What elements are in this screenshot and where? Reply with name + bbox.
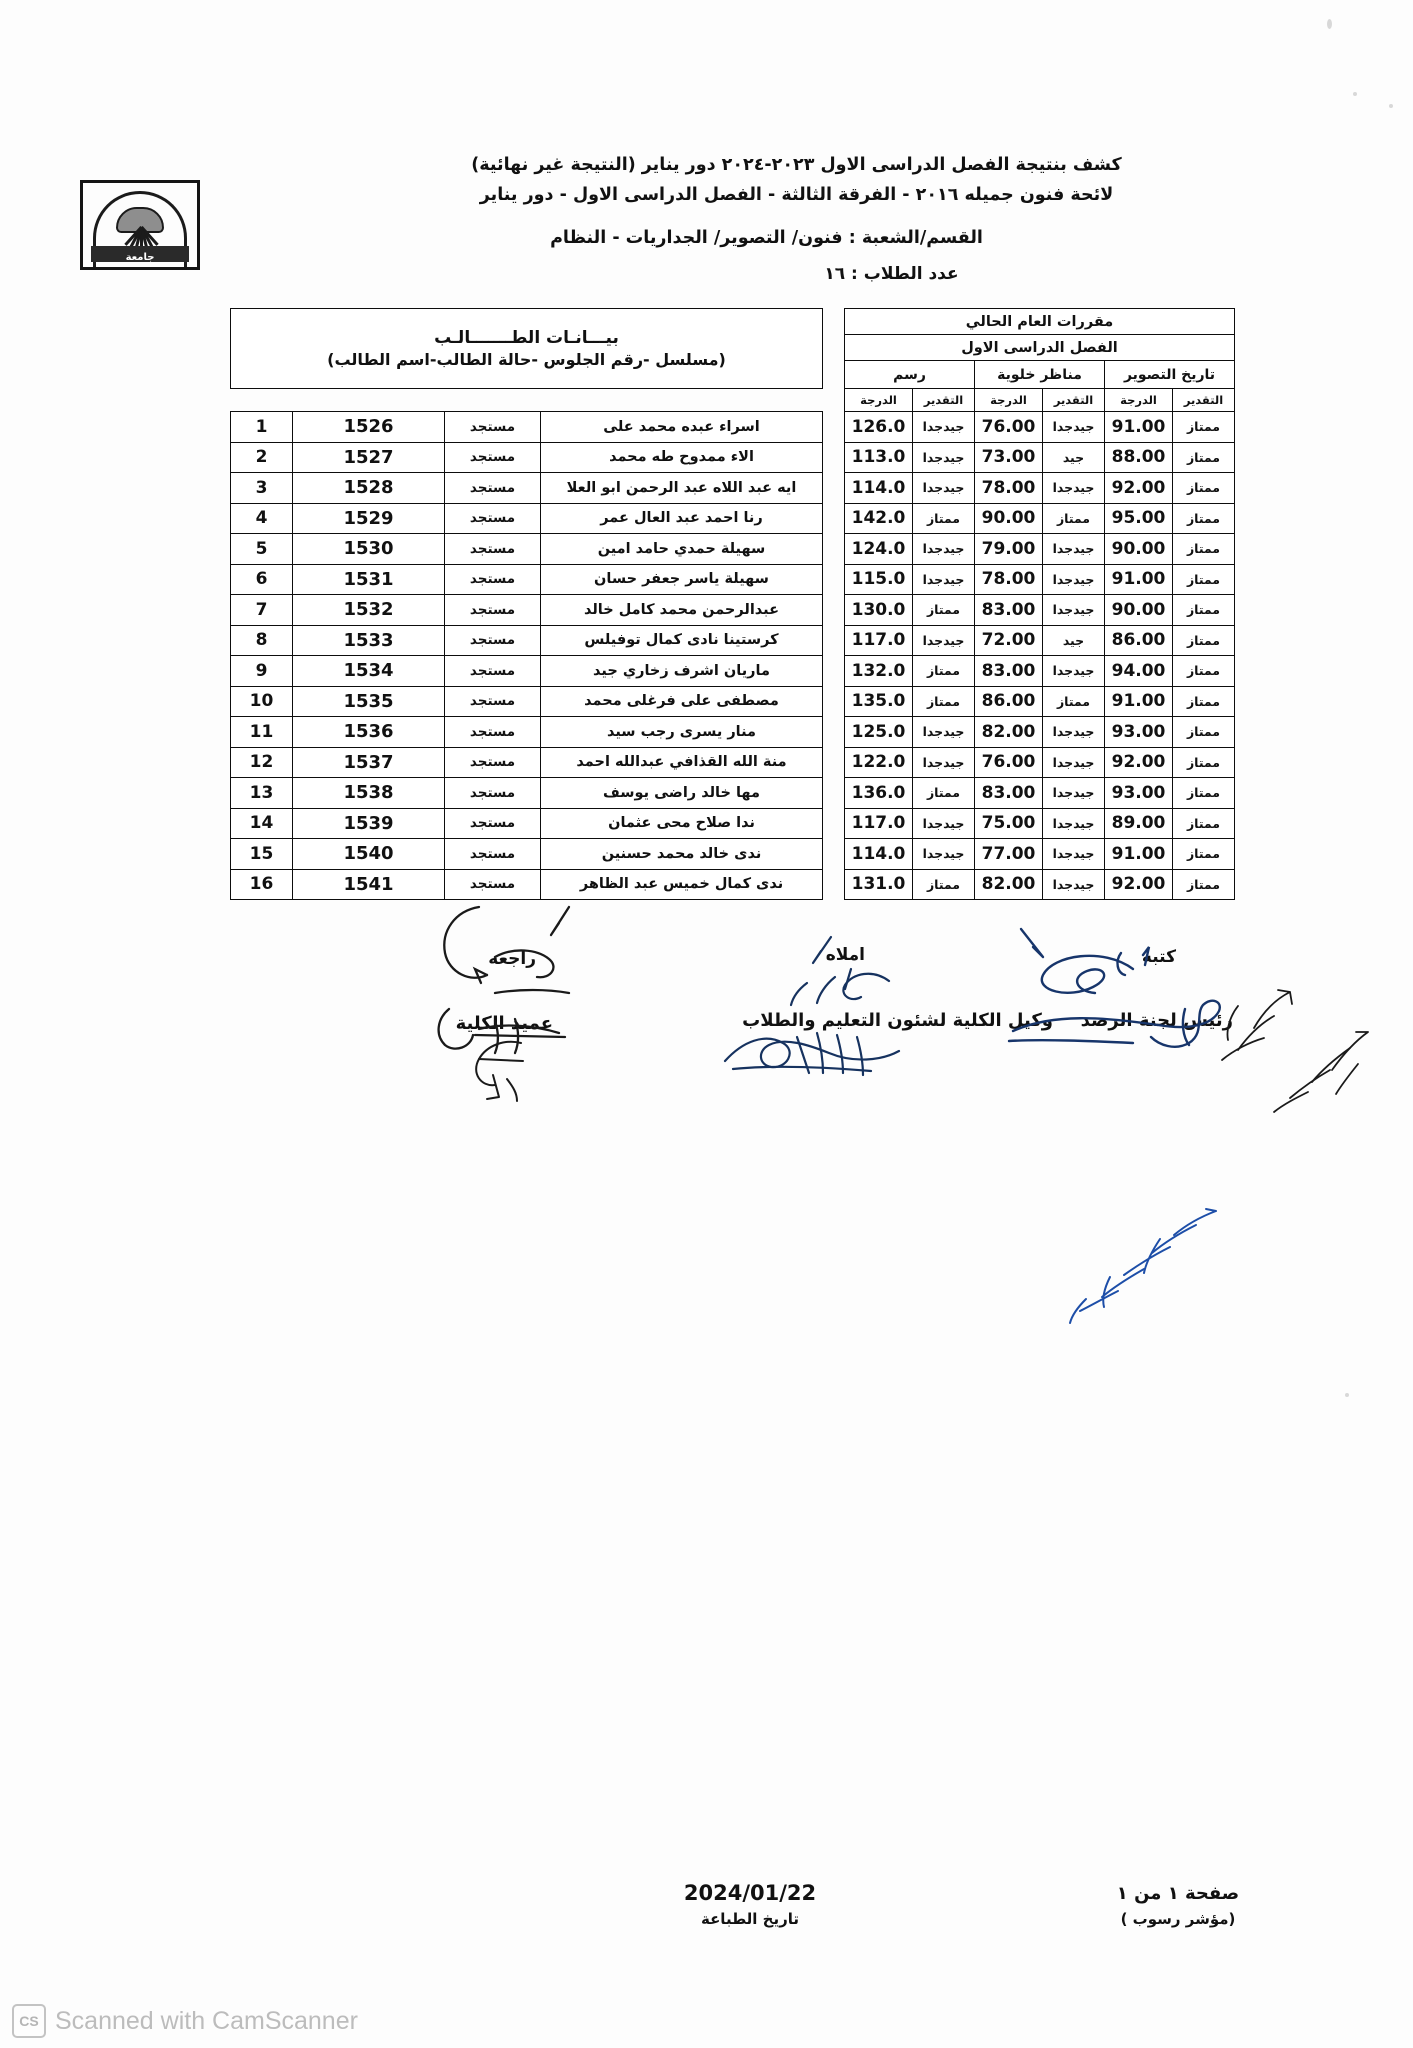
table-row — [231, 473, 1235, 504]
student-course-2-degree: 83.00 — [975, 595, 1043, 626]
table-spacer — [823, 595, 845, 626]
student-sequence: 1 — [231, 412, 293, 443]
student-course-3-grade: ممتاز — [913, 686, 975, 717]
student-course-1-degree: 92.00 — [1105, 869, 1173, 900]
student-course-3-grade: جيدجدا — [913, 839, 975, 870]
student-course-1-degree: 91.00 — [1105, 839, 1173, 870]
student-name: ندا صلاح محى عثمان — [541, 808, 823, 839]
student-course-1-degree: 90.00 — [1105, 595, 1173, 626]
course-3-grade-label: التقدير — [913, 389, 975, 412]
table-row — [231, 808, 1235, 839]
student-seat-number: 1538 — [293, 778, 445, 809]
table-spacer — [823, 473, 845, 504]
student-course-2-degree: 83.00 — [975, 656, 1043, 687]
committee-head-role: رئيس لجنة الرصد — [1080, 1010, 1233, 1031]
student-course-3-degree: 125.0 — [845, 717, 913, 748]
student-seat-number: 1532 — [293, 595, 445, 626]
student-sequence: 4 — [231, 503, 293, 534]
print-date-value: 2024/01/22 — [683, 1881, 817, 1905]
student-course-2-degree: 76.00 — [975, 747, 1043, 778]
student-course-2-grade: جيدجدا — [1043, 564, 1105, 595]
student-sequence: 5 — [231, 534, 293, 565]
student-course-1-grade: ممتاز — [1173, 625, 1235, 656]
student-course-3-grade: جيدجدا — [913, 747, 975, 778]
student-sequence: 14 — [231, 808, 293, 839]
student-course-3-grade: جيدجدا — [913, 564, 975, 595]
student-name: منة الله القذافي عبدالله احمد — [541, 747, 823, 778]
written-by-label: كتبه — [1141, 947, 1176, 967]
student-state: مستجد — [445, 656, 541, 687]
student-sequence: 16 — [231, 869, 293, 900]
student-seat-number: 1530 — [293, 534, 445, 565]
student-course-1-grade: ممتاز — [1173, 473, 1235, 504]
student-course-3-grade: جيدجدا — [913, 625, 975, 656]
handwritten-annotation-lower — [1020, 1195, 1240, 1325]
course-1-degree-label: الدرجة — [1105, 389, 1173, 412]
student-course-2-degree: 78.00 — [975, 473, 1043, 504]
student-name: كرستينا نادى كمال توفيلس — [541, 625, 823, 656]
student-course-3-degree: 126.0 — [845, 412, 913, 443]
table-spacer — [823, 564, 845, 595]
student-state: مستجد — [445, 625, 541, 656]
student-course-2-degree: 72.00 — [975, 625, 1043, 656]
scan-speck — [1327, 19, 1332, 29]
student-course-3-degree: 124.0 — [845, 534, 913, 565]
dictated-by-label: املاه — [825, 945, 865, 965]
logo-text: جامعة — [125, 252, 155, 263]
student-course-3-degree: 135.0 — [845, 686, 913, 717]
student-course-1-degree: 91.00 — [1105, 564, 1173, 595]
student-course-2-grade: جيدجدا — [1043, 412, 1105, 443]
student-course-1-grade: ممتاز — [1173, 778, 1235, 809]
student-course-3-degree: 114.0 — [845, 473, 913, 504]
student-course-1-degree: 93.00 — [1105, 778, 1173, 809]
student-course-2-grade: جيدجدا — [1043, 595, 1105, 626]
reviewed-by-label: راجعه — [488, 949, 536, 969]
page-number-value: صفحة ١ من ١ — [1116, 1883, 1240, 1904]
course-1-grade-label: التقدير — [1173, 389, 1235, 412]
student-course-2-degree: 79.00 — [975, 534, 1043, 565]
student-name: الاء ممدوح طه محمد — [541, 442, 823, 473]
student-sequence: 10 — [231, 686, 293, 717]
student-course-1-grade: ممتاز — [1173, 412, 1235, 443]
camscanner-watermark — [12, 2004, 358, 2038]
student-name: اسراء عبده محمد على — [541, 412, 823, 443]
student-course-2-degree: 73.00 — [975, 442, 1043, 473]
student-sequence: 15 — [231, 839, 293, 870]
student-course-1-grade: ممتاز — [1173, 564, 1235, 595]
student-course-3-degree: 130.0 — [845, 595, 913, 626]
student-course-2-degree: 78.00 — [975, 564, 1043, 595]
table-spacer — [823, 839, 845, 870]
student-course-3-grade: ممتاز — [913, 869, 975, 900]
student-course-2-grade: جيدجدا — [1043, 717, 1105, 748]
student-seat-number: 1533 — [293, 625, 445, 656]
student-state: مستجد — [445, 442, 541, 473]
student-course-2-grade: جيدجدا — [1043, 808, 1105, 839]
student-course-3-grade: جيدجدا — [913, 534, 975, 565]
student-sequence: 12 — [231, 747, 293, 778]
department-line: القسم/الشعبة : فنون/ التصوير/ الجداريات - النظام — [550, 228, 983, 248]
table-spacer — [823, 534, 845, 565]
student-course-2-grade: جيدجدا — [1043, 869, 1105, 900]
student-state: مستجد — [445, 717, 541, 748]
student-course-2-grade: جيدجدا — [1043, 839, 1105, 870]
table-row — [231, 656, 1235, 687]
student-course-2-degree: 75.00 — [975, 808, 1043, 839]
table-spacer — [823, 717, 845, 748]
student-sequence: 6 — [231, 564, 293, 595]
student-seat-number: 1539 — [293, 808, 445, 839]
student-seat-number: 1535 — [293, 686, 445, 717]
student-course-2-grade: جيد — [1043, 442, 1105, 473]
student-course-3-grade: جيدجدا — [913, 442, 975, 473]
student-course-3-degree: 115.0 — [845, 564, 913, 595]
scan-speck — [1389, 104, 1393, 108]
student-course-1-grade: ممتاز — [1173, 595, 1235, 626]
table-spacer — [823, 747, 845, 778]
student-state: مستجد — [445, 534, 541, 565]
student-sequence: 7 — [231, 595, 293, 626]
table-row — [231, 534, 1235, 565]
signature-ink-dean-date — [433, 1035, 553, 1105]
table-spacer — [823, 442, 845, 473]
table-row — [231, 778, 1235, 809]
student-state: مستجد — [445, 595, 541, 626]
student-sequence: 11 — [231, 717, 293, 748]
fail-indicator-note: (مؤشر رسوب ) — [1120, 1910, 1236, 1928]
table-spacer — [823, 686, 845, 717]
student-course-2-degree: 77.00 — [975, 839, 1043, 870]
student-course-1-degree: 88.00 — [1105, 442, 1173, 473]
courses-group-header: مقررات العام الحالي — [845, 309, 1235, 335]
student-course-2-grade: جيدجدا — [1043, 778, 1105, 809]
camscanner-text: Scanned with CamScanner — [55, 2006, 358, 2035]
student-seat-number: 1536 — [293, 717, 445, 748]
student-state: مستجد — [445, 869, 541, 900]
course-2-degree-label: الدرجة — [975, 389, 1043, 412]
table-row — [231, 564, 1235, 595]
student-course-1-grade: ممتاز — [1173, 503, 1235, 534]
student-course-1-degree: 93.00 — [1105, 717, 1173, 748]
student-name: رنا احمد عبد العال عمر — [541, 503, 823, 534]
student-course-1-degree: 94.00 — [1105, 656, 1173, 687]
table-row — [231, 686, 1235, 717]
student-seat-number: 1541 — [293, 869, 445, 900]
signature-area — [313, 925, 1233, 1105]
table-row — [231, 869, 1235, 900]
student-name: سهيلة ياسر جعفر حسان — [541, 564, 823, 595]
student-course-1-grade: ممتاز — [1173, 442, 1235, 473]
student-course-3-grade: ممتاز — [913, 595, 975, 626]
student-state: مستجد — [445, 564, 541, 595]
student-seat-number: 1531 — [293, 564, 445, 595]
course-header-3: رسم — [845, 361, 975, 389]
student-name: ايه عبد اللاه عبد الرحمن ابو العلا — [541, 473, 823, 504]
student-seat-number: 1534 — [293, 656, 445, 687]
table-row — [231, 747, 1235, 778]
student-sequence: 2 — [231, 442, 293, 473]
student-course-3-grade: ممتاز — [913, 656, 975, 687]
student-course-1-grade: ممتاز — [1173, 869, 1235, 900]
student-course-3-grade: جيدجدا — [913, 473, 975, 504]
student-seat-number: 1528 — [293, 473, 445, 504]
student-course-2-grade: جيدجدا — [1043, 534, 1105, 565]
student-course-2-grade: ممتاز — [1043, 686, 1105, 717]
student-course-3-grade: ممتاز — [913, 503, 975, 534]
student-course-1-degree: 86.00 — [1105, 625, 1173, 656]
table-row — [231, 442, 1235, 473]
results-table — [230, 308, 1235, 900]
student-name: ندى كمال خميس عبد الظاهر — [541, 869, 823, 900]
print-date-label: تاريخ الطباعة — [700, 1910, 800, 1928]
student-seat-number: 1529 — [293, 503, 445, 534]
student-name: ماريان اشرف زخاري جيد — [541, 656, 823, 687]
student-state: مستجد — [445, 412, 541, 443]
student-course-2-degree: 82.00 — [975, 717, 1043, 748]
student-sequence: 13 — [231, 778, 293, 809]
table-spacer — [823, 503, 845, 534]
student-section-subtitle: (مسلسل -رقم الجلوس -حالة الطالب-اسم الطالب) — [327, 349, 726, 369]
student-course-1-degree: 95.00 — [1105, 503, 1173, 534]
table-row — [231, 412, 1235, 443]
student-course-3-degree: 142.0 — [845, 503, 913, 534]
course-header-1: تاريخ التصوير — [1105, 361, 1235, 389]
student-course-2-grade: ممتاز — [1043, 503, 1105, 534]
student-state: مستجد — [445, 747, 541, 778]
signature-ink-margin-note — [1238, 1020, 1398, 1130]
student-course-1-grade: ممتاز — [1173, 656, 1235, 687]
student-sequence: 8 — [231, 625, 293, 656]
student-course-2-degree: 83.00 — [975, 778, 1043, 809]
student-course-3-degree: 136.0 — [845, 778, 913, 809]
report-title-line-1: كشف بنتيجة الفصل الدراسى الاول ٢٠٢٣-٢٠٢٤ دور يناير (النتيجة غير نهائية) — [471, 155, 1122, 175]
student-name: عبدالرحمن محمد كامل خالد — [541, 595, 823, 626]
scan-speck — [1345, 1393, 1349, 1397]
student-course-2-degree: 86.00 — [975, 686, 1043, 717]
student-course-1-degree: 92.00 — [1105, 473, 1173, 504]
report-title-line-2: لائحة فنون جميله ٢٠١٦ - الفرقة الثالثة - الفصل الدراسى الاول - دور يناير — [479, 185, 1114, 205]
camscanner-badge-icon: CS — [12, 2004, 46, 2038]
student-course-1-degree: 91.00 — [1105, 412, 1173, 443]
table-spacer — [823, 778, 845, 809]
student-course-1-degree: 92.00 — [1105, 747, 1173, 778]
student-course-2-degree: 90.00 — [975, 503, 1043, 534]
student-course-1-degree: 89.00 — [1105, 808, 1173, 839]
student-name: مها خالد راضى يوسف — [541, 778, 823, 809]
student-course-1-degree: 90.00 — [1105, 534, 1173, 565]
student-state: مستجد — [445, 778, 541, 809]
student-name: منار يسرى رجب سيد — [541, 717, 823, 748]
student-course-1-grade: ممتاز — [1173, 839, 1235, 870]
table-spacer — [823, 625, 845, 656]
student-course-1-grade: ممتاز — [1173, 717, 1235, 748]
table-spacer — [823, 808, 845, 839]
scan-speck — [1353, 92, 1357, 96]
student-name: ندى خالد محمد حسنين — [541, 839, 823, 870]
student-state: مستجد — [445, 503, 541, 534]
course-2-grade-label: التقدير — [1043, 389, 1105, 412]
student-sequence: 9 — [231, 656, 293, 687]
student-course-3-degree: 113.0 — [845, 442, 913, 473]
student-course-2-degree: 76.00 — [975, 412, 1043, 443]
term-header: الفصل الدراسى الاول — [845, 335, 1235, 361]
student-course-1-grade: ممتاز — [1173, 747, 1235, 778]
student-course-3-grade: جيدجدا — [913, 412, 975, 443]
student-state: مستجد — [445, 808, 541, 839]
student-course-3-degree: 131.0 — [845, 869, 913, 900]
student-course-1-grade: ممتاز — [1173, 686, 1235, 717]
vice-dean-role: وكيل الكلية لشئون التعليم والطلاب — [742, 1010, 1053, 1031]
print-date-block — [640, 1880, 860, 1931]
table-row — [231, 839, 1235, 870]
student-count-line: عدد الطلاب : ١٦ — [824, 264, 959, 284]
student-name: سهيلة حمدي حامد امين — [541, 534, 823, 565]
student-name: مصطفى على فرغلى محمد — [541, 686, 823, 717]
student-course-3-degree: 114.0 — [845, 839, 913, 870]
student-course-1-grade: ممتاز — [1173, 534, 1235, 565]
signature-ink-committee-head — [983, 913, 1243, 1053]
student-seat-number: 1537 — [293, 747, 445, 778]
dean-role: عميد الكلية — [455, 1013, 553, 1034]
table-spacer — [823, 656, 845, 687]
student-course-2-grade: جيدجدا — [1043, 747, 1105, 778]
table-row — [231, 503, 1235, 534]
page-number-block — [1088, 1880, 1268, 1931]
student-course-3-degree: 117.0 — [845, 625, 913, 656]
signature-ink-vice-dean — [713, 933, 933, 1083]
student-seat-number: 1527 — [293, 442, 445, 473]
document-footer — [0, 1880, 1413, 1970]
table-row — [231, 717, 1235, 748]
student-section-title: بيـــانـات الطـــــــالـب — [434, 327, 619, 348]
table-spacer — [823, 869, 845, 900]
student-seat-number: 1526 — [293, 412, 445, 443]
student-course-3-degree: 117.0 — [845, 808, 913, 839]
student-course-3-degree: 132.0 — [845, 656, 913, 687]
signature-ink-dean — [383, 901, 613, 1076]
student-course-1-degree: 91.00 — [1105, 686, 1173, 717]
student-section-header — [231, 309, 823, 389]
student-course-3-grade: جيدجدا — [913, 717, 975, 748]
student-course-2-degree: 82.00 — [975, 869, 1043, 900]
table-row — [231, 595, 1235, 626]
student-seat-number: 1540 — [293, 839, 445, 870]
student-state: مستجد — [445, 839, 541, 870]
course-header-2: مناظر خلوية — [975, 361, 1105, 389]
student-sequence: 3 — [231, 473, 293, 504]
student-course-2-grade: جيد — [1043, 625, 1105, 656]
student-course-3-grade: جيدجدا — [913, 808, 975, 839]
student-course-2-grade: جيدجدا — [1043, 656, 1105, 687]
student-state: مستجد — [445, 473, 541, 504]
student-course-2-grade: جيدجدا — [1043, 473, 1105, 504]
course-3-degree-label: الدرجة — [845, 389, 913, 412]
student-course-3-degree: 122.0 — [845, 747, 913, 778]
student-state: مستجد — [445, 686, 541, 717]
student-course-1-grade: ممتاز — [1173, 808, 1235, 839]
university-logo — [80, 180, 200, 270]
document-header — [0, 150, 1413, 290]
table-row — [231, 625, 1235, 656]
student-course-3-grade: ممتاز — [913, 778, 975, 809]
table-spacer — [823, 412, 845, 443]
table-spacer — [823, 309, 845, 412]
